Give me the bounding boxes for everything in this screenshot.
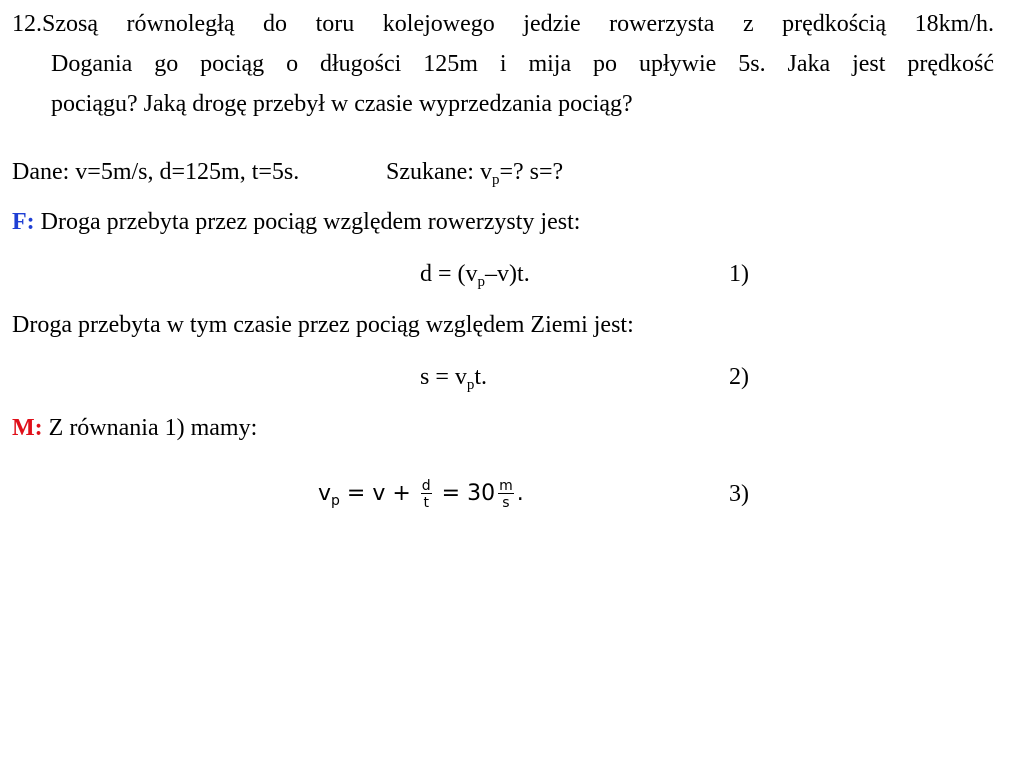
physics-text: Droga przebyta przez pociąg względem rowerzysty jest: (40, 209, 581, 235)
equation-1-number: 1) (729, 261, 749, 287)
sought-prefix: Szukane: v (386, 159, 492, 185)
eq2-suffix: t. (474, 364, 488, 390)
equation-3-number: 3) (729, 481, 749, 507)
equation-3 (318, 470, 524, 522)
eq3-lhs-subscript: p (331, 493, 340, 509)
math-label: M: (12, 415, 43, 441)
frac1-numerator: d (421, 477, 431, 494)
eq3-equals-value: = 30 (434, 481, 496, 506)
frac1-denominator: t (423, 494, 429, 511)
math-line (12, 416, 257, 440)
sought-subscript: p (491, 172, 500, 188)
eq1-suffix: –v)t. (485, 261, 530, 287)
equation-2 (420, 364, 488, 393)
eq3-middle: = v + (339, 481, 418, 506)
physics-line (12, 210, 580, 234)
eq2-subscript: p (466, 377, 475, 393)
equation-2-number: 2) (729, 364, 749, 390)
fraction-d-over-t (421, 479, 432, 510)
problem-line-2: Dogania go pociąg o długości 125m i mija po upływie 5s. Jaka jest prędkość (51, 51, 994, 77)
eq2-prefix: s = v (420, 364, 467, 390)
math-text: Z równania 1) mamy: (48, 415, 258, 441)
eq1-prefix: d = (v (420, 261, 478, 287)
frac2-numerator: m (499, 477, 513, 494)
eq3-end: . (516, 481, 524, 506)
eq1-subscript: p (477, 274, 486, 290)
fraction-m-over-s (498, 479, 514, 510)
equation-1 (420, 261, 530, 290)
problem-line-1: 12.Szosą równoległą do toru kolejowego jedzie rowerzysta z prędkością 18km/h. (12, 11, 994, 37)
sought-suffix: =? s=? (499, 159, 564, 185)
given-data: Dane: v=5m/s, d=125m, t=5s. (12, 159, 300, 185)
frac2-denominator: s (502, 494, 510, 511)
sought-data (386, 159, 564, 188)
ground-frame-text: Droga przebyta w tym czasie przez pociąg względem Ziemi jest: (12, 312, 634, 338)
eq3-lhs: v (318, 481, 332, 506)
problem-line-3: pociągu? Jaką drogę przebył w czasie wyprzedzania pociąg? (51, 91, 633, 117)
physics-label: F: (12, 209, 35, 235)
